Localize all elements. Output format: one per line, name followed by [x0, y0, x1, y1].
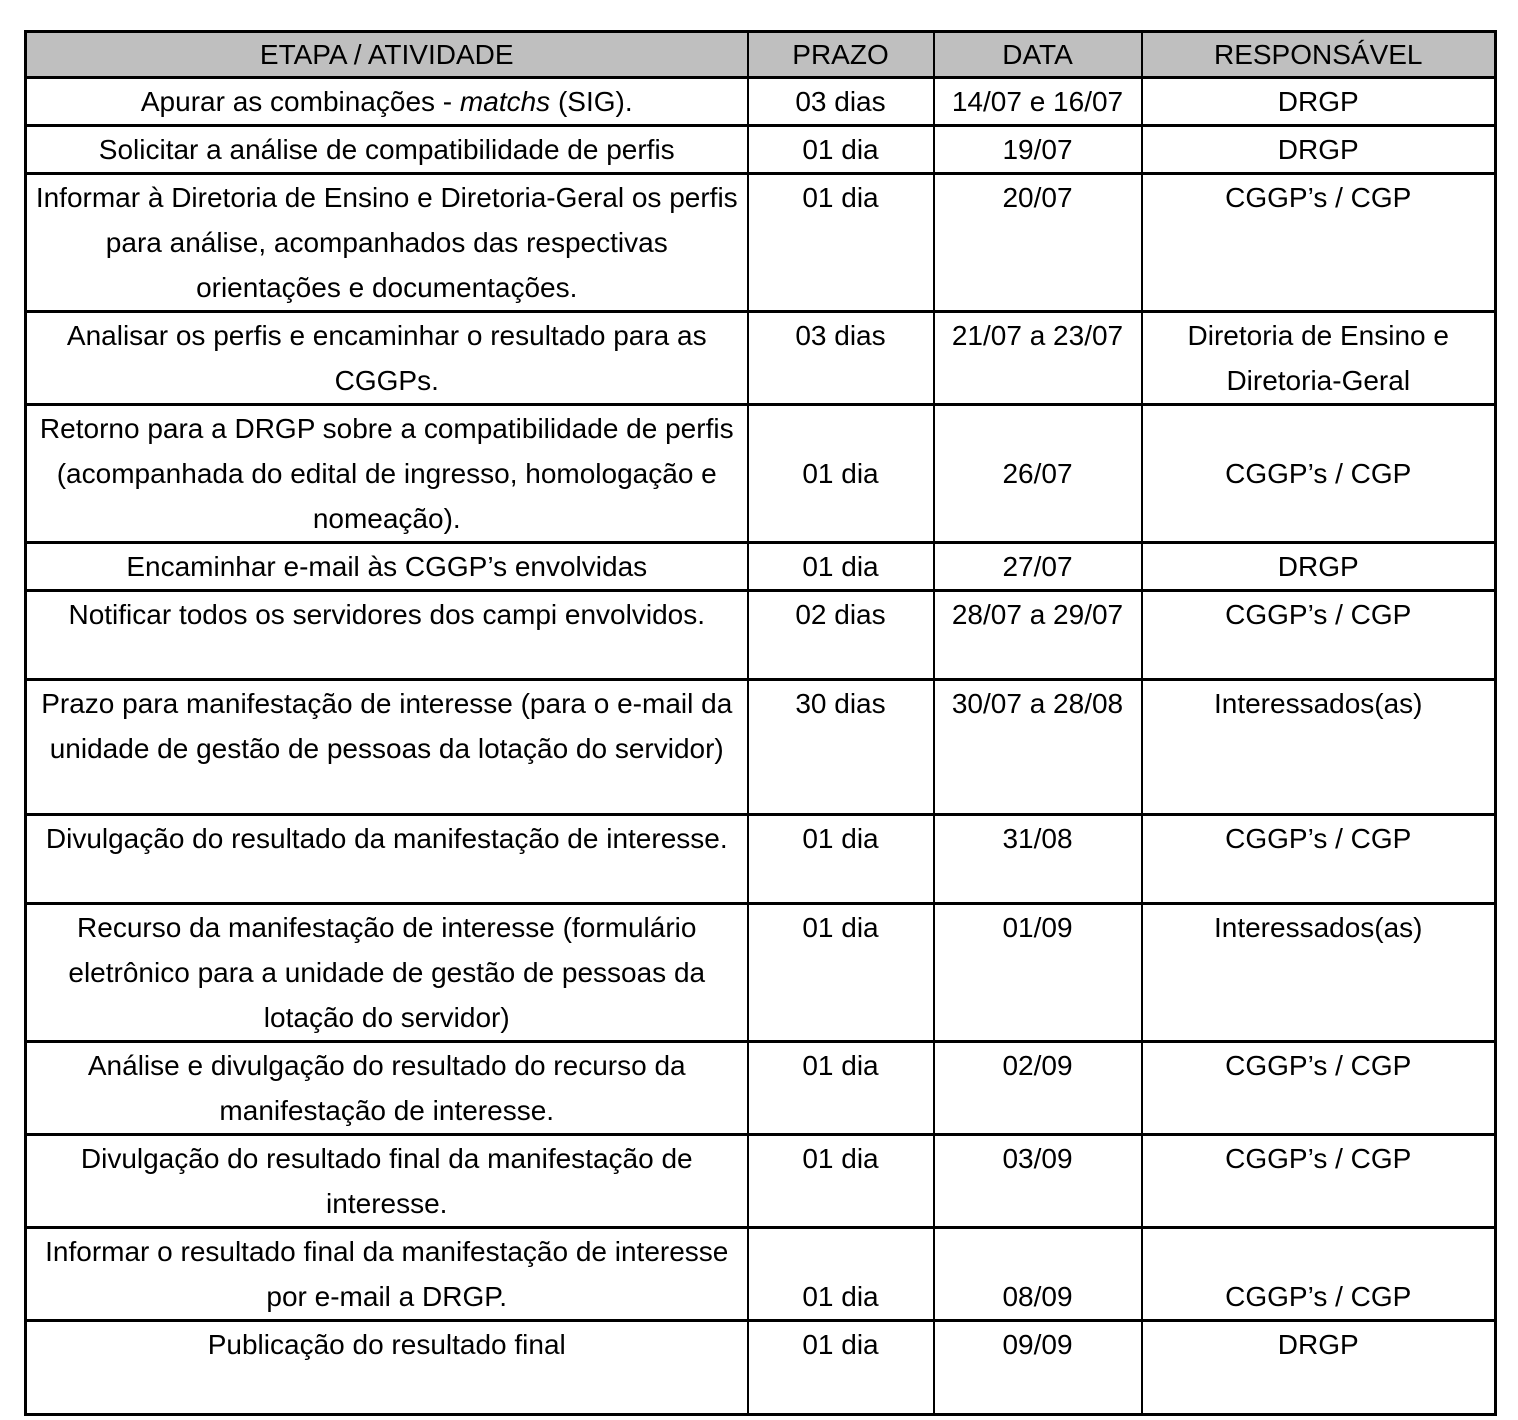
prazo-cell: 03 dias: [748, 78, 934, 126]
etapa-cell: Prazo para manifestação de interesse (para o e-mail da unidade de gestão de pessoas da lotação do servidor): [26, 680, 748, 815]
data-cell: 28/07 a 29/07: [934, 591, 1142, 680]
etapa-cell: Encaminhar e-mail às CGGP’s envolvidas: [26, 543, 748, 591]
data-cell: 08/09: [934, 1228, 1142, 1321]
prazo-cell: 30 dias: [748, 680, 934, 815]
etapa-text: (SIG).: [550, 86, 633, 117]
data-cell: 20/07: [934, 174, 1142, 312]
etapa-cell: Analisar os perfis e encaminhar o resultado para as CGGPs.: [26, 312, 748, 405]
header-row: [26, 32, 1496, 78]
responsavel-cell: CGGP’s / CGP: [1142, 1135, 1496, 1228]
table-row: [26, 1321, 1496, 1415]
responsavel-cell: CGGP’s / CGP: [1142, 405, 1496, 543]
etapa-cell: Informar à Diretoria de Ensino e Diretoria-Geral os perfis para análise, acompanhados das respectivas orientações e documentações.: [26, 174, 748, 312]
etapa-text: Apurar as combinações -: [140, 86, 460, 117]
table-row: [26, 1228, 1496, 1321]
prazo-cell: 01 dia: [748, 543, 934, 591]
prazo-cell: 02 dias: [748, 591, 934, 680]
responsavel-cell: Interessados(as): [1142, 680, 1496, 815]
etapa-cell: Notificar todos os servidores dos campi envolvidos.: [26, 591, 748, 680]
responsavel-cell: CGGP’s / CGP: [1142, 1042, 1496, 1135]
responsavel-cell: CGGP’s / CGP: [1142, 815, 1496, 904]
column-header-prazo: PRAZO: [748, 32, 934, 78]
table-row: [26, 815, 1496, 904]
responsavel-cell: DRGP: [1142, 1321, 1496, 1415]
table-row: [26, 174, 1496, 312]
prazo-cell: 01 dia: [748, 904, 934, 1042]
prazo-cell: 01 dia: [748, 174, 934, 312]
etapa-cell: Solicitar a análise de compatibilidade de perfis: [26, 126, 748, 174]
etapa-cell: Divulgação do resultado da manifestação de interesse.: [26, 815, 748, 904]
timeline-table: [24, 30, 1497, 1416]
prazo-cell: 01 dia: [748, 1042, 934, 1135]
table-row: [26, 1135, 1496, 1228]
responsavel-cell: DRGP: [1142, 126, 1496, 174]
etapa-cell: Análise e divulgação do resultado do recurso da manifestação de interesse.: [26, 1042, 748, 1135]
etapa-cell: Divulgação do resultado final da manifestação de interesse.: [26, 1135, 748, 1228]
prazo-cell: 01 dia: [748, 1228, 934, 1321]
prazo-cell: 01 dia: [748, 405, 934, 543]
data-cell: 30/07 a 28/08: [934, 680, 1142, 815]
prazo-cell: 03 dias: [748, 312, 934, 405]
responsavel-cell: DRGP: [1142, 78, 1496, 126]
prazo-cell: 01 dia: [748, 1135, 934, 1228]
responsavel-cell: Interessados(as): [1142, 904, 1496, 1042]
data-cell: 26/07: [934, 405, 1142, 543]
table-row: [26, 543, 1496, 591]
etapa-cell: Recurso da manifestação de interesse (formulário eletrônico para a unidade de gestão de pessoas da lotação do servidor): [26, 904, 748, 1042]
data-cell: 14/07 e 16/07: [934, 78, 1142, 126]
table-row: [26, 591, 1496, 680]
etapa-text-italic: matchs: [459, 86, 551, 117]
prazo-cell: 01 dia: [748, 126, 934, 174]
responsavel-cell: CGGP’s / CGP: [1142, 174, 1496, 312]
data-cell: 27/07: [934, 543, 1142, 591]
prazo-cell: 01 dia: [748, 815, 934, 904]
etapa-cell: Publicação do resultado final: [26, 1321, 748, 1415]
responsavel-cell: CGGP’s / CGP: [1142, 591, 1496, 680]
data-cell: 21/07 a 23/07: [934, 312, 1142, 405]
etapa-cell: [26, 78, 748, 126]
data-cell: 09/09: [934, 1321, 1142, 1415]
table-row: [26, 1042, 1496, 1135]
responsavel-cell: Diretoria de Ensino e Diretoria-Geral: [1142, 312, 1496, 405]
etapa-cell: Informar o resultado final da manifestação de interesse por e-mail a DRGP.: [26, 1228, 748, 1321]
table-row: [26, 78, 1496, 126]
column-header-etapa: ETAPA / ATIVIDADE: [26, 32, 748, 78]
data-cell: 01/09: [934, 904, 1142, 1042]
etapa-cell: Retorno para a DRGP sobre a compatibilidade de perfis (acompanhada do edital de ingresso, homologação e nomeação).: [26, 405, 748, 543]
column-header-data: DATA: [934, 32, 1142, 78]
table-row: [26, 126, 1496, 174]
table-row: [26, 904, 1496, 1042]
prazo-cell: 01 dia: [748, 1321, 934, 1415]
responsavel-cell: DRGP: [1142, 543, 1496, 591]
data-cell: 19/07: [934, 126, 1142, 174]
data-cell: 03/09: [934, 1135, 1142, 1228]
data-cell: 31/08: [934, 815, 1142, 904]
table-row: [26, 680, 1496, 815]
data-cell: 02/09: [934, 1042, 1142, 1135]
column-header-responsavel: RESPONSÁVEL: [1142, 32, 1496, 78]
responsavel-cell: CGGP’s / CGP: [1142, 1228, 1496, 1321]
table-row: [26, 405, 1496, 543]
table-row: [26, 312, 1496, 405]
